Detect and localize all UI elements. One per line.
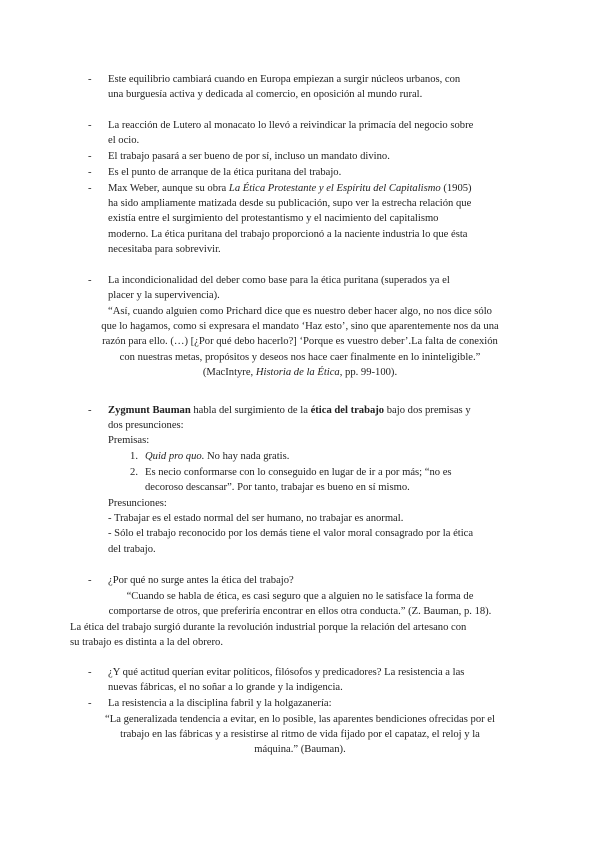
text-line bbox=[108, 403, 508, 418]
text-span: Max Weber, aunque su obra bbox=[108, 183, 229, 194]
quote-line: “La generalizada tendencia a evitar, en lo posible, las aparentes bendiciones ofrecidas por el bbox=[105, 714, 495, 725]
text-span: bajo dos premisas y bbox=[384, 405, 471, 416]
bullet-lutero bbox=[108, 118, 508, 148]
text-line: el ocio. bbox=[108, 135, 140, 147]
presuncion-1: - Trabajar es el estado normal del ser humano, no trabajar es anormal. bbox=[108, 513, 404, 525]
bullet-dash: - bbox=[88, 120, 92, 131]
presunciones-label: Presunciones: bbox=[108, 498, 167, 509]
bullet-dash: - bbox=[88, 698, 92, 709]
quote-line: razón para ello. (…) [¿Por qué debo hacerlo?] ‘Porque es vuestro deber’.La falta de conexión bbox=[102, 336, 498, 348]
quote-line: trabajo en las fábricas y a resistirse al ritmo de vida fijado por el capataz, el reloj y la bbox=[120, 729, 480, 741]
text-line: moderno. La ética puritana del trabajo proporcionó a la naciente industria lo que ésta bbox=[108, 228, 468, 240]
bullet-europa bbox=[108, 72, 508, 102]
author-name: Zygmunt Bauman bbox=[108, 405, 191, 416]
text-span: (MacIntyre, bbox=[202, 366, 256, 378]
text-line: decoroso descansar”. Por tanto, trabajar es bueno en sí mismo. bbox=[145, 482, 410, 494]
bullet-resistencia: La resistencia a la disciplina fabril y la holgazanería: bbox=[108, 698, 332, 709]
text-line: su trabajo es distinta a la del obrero. bbox=[70, 637, 223, 649]
bullet-dash: - bbox=[88, 275, 92, 286]
quote-line: comportarse de otros, que preferiría encontrar en ellos otra conducta.” (Z. Bauman, p. 18). bbox=[108, 606, 492, 618]
bullet-dash: - bbox=[88, 405, 92, 416]
quote-line: “Cuando se habla de ética, es casi seguro que a alguien no le satisface la forma de bbox=[126, 591, 474, 602]
quote-bauman-etica bbox=[80, 589, 520, 619]
quote-citation bbox=[70, 365, 530, 380]
list-number: 1. bbox=[130, 451, 138, 462]
latin-phrase: Quid pro quo. bbox=[145, 451, 205, 462]
text-line: ¿Y qué actitud querían evitar políticos, filósofos y predicadores? La resistencia a las bbox=[108, 667, 465, 678]
bullet-weber bbox=[108, 181, 508, 257]
bullet-dash: - bbox=[88, 575, 92, 586]
presunciones-block bbox=[108, 496, 508, 557]
text-line: ha sido ampliamente matizada desde su publicación, supo ver la estrecha relación que bbox=[108, 198, 472, 210]
bullet-dash: - bbox=[88, 183, 92, 194]
text-line: La reacción de Lutero al monacato lo llevó a reivindicar la primacía del negocio sobre bbox=[108, 120, 474, 131]
text-line: Este equilibrio cambiará cuando en Europa empiezan a surgir núcleos urbanos, con bbox=[108, 74, 461, 85]
premisas-label: Premisas: bbox=[108, 435, 150, 447]
text-line: La ética del trabajo surgió durante la revolución industrial porque la relación del artesano con bbox=[70, 622, 467, 633]
bullet-por-que: ¿Por qué no surge antes la ética del trabajo? bbox=[108, 575, 294, 586]
bold-term: ética del trabajo bbox=[310, 405, 385, 416]
quote-macintyre bbox=[70, 304, 530, 380]
premisa-1 bbox=[145, 449, 505, 464]
text-line: existía entre el surgimiento del protestantismo y el nacimiento del capitalismo bbox=[108, 213, 439, 225]
text-line bbox=[108, 181, 508, 196]
book-title: Historia de la Ética bbox=[255, 366, 340, 378]
presuncion-2: - Sólo el trabajo reconocido por los demás tiene el valor moral consagrado por la ética bbox=[108, 528, 474, 540]
text-span: habla del surgimiento de la bbox=[190, 405, 311, 416]
bullet-actitud bbox=[108, 665, 508, 695]
quote-line: “Así, cuando alguien como Prichard dice que es nuestro deber hacer algo, no nos dice sólo bbox=[108, 306, 492, 317]
list-number: 2. bbox=[130, 467, 138, 478]
bullet-dash: - bbox=[88, 151, 92, 162]
bullet-dash: - bbox=[88, 167, 92, 178]
text-span: , pp. 99-100). bbox=[339, 366, 398, 378]
quote-line: que lo hagamos, como si expresara el mandato ‘Haz esto’, sino que aparentemente nos da una bbox=[101, 321, 499, 333]
bullet-punto-arranque: Es el punto de arranque de la ética puritana del trabajo. bbox=[108, 167, 342, 178]
premisa-2 bbox=[145, 465, 505, 495]
book-title: La Ética Protestante y el Espíritu del Capitalismo bbox=[228, 183, 441, 194]
text-line: placer y la supervivencia). bbox=[108, 290, 220, 302]
text-span: No hay nada gratis. bbox=[204, 451, 290, 462]
text-line: del trabajo. bbox=[108, 543, 156, 555]
bullet-bauman bbox=[108, 403, 508, 449]
bullet-dash: - bbox=[88, 667, 92, 678]
text-span: (1905) bbox=[440, 183, 472, 194]
text-line: una burguesía activa y dedicada al comercio, en oposición al mundo rural. bbox=[108, 89, 423, 101]
quote-line: máquina.” (Bauman). bbox=[254, 744, 346, 756]
text-line: La incondicionalidad del deber como base para la ética puritana (superados ya el bbox=[108, 275, 450, 286]
paragraph-revolucion bbox=[70, 620, 540, 650]
quote-line: con nuestras metas, propósitos y deseos nos hace caer finalmente en lo ininteligible.” bbox=[119, 351, 481, 363]
text-line: Es necio conformarse con lo conseguido en lugar de ir a por más; “no es bbox=[145, 467, 452, 478]
quote-bauman-fabricas bbox=[70, 712, 530, 758]
text-line: nuevas fábricas, el no soñar a lo grande y la indigencia. bbox=[108, 682, 343, 694]
bullet-incondicionalidad bbox=[108, 273, 508, 303]
bullet-trabajo-bueno: El trabajo pasará a ser bueno de por sí, incluso un mandato divino. bbox=[108, 151, 390, 162]
text-line: dos presunciones: bbox=[108, 420, 184, 432]
text-line: necesitaba para sobrevivir. bbox=[108, 243, 221, 255]
bullet-dash: - bbox=[88, 74, 92, 85]
